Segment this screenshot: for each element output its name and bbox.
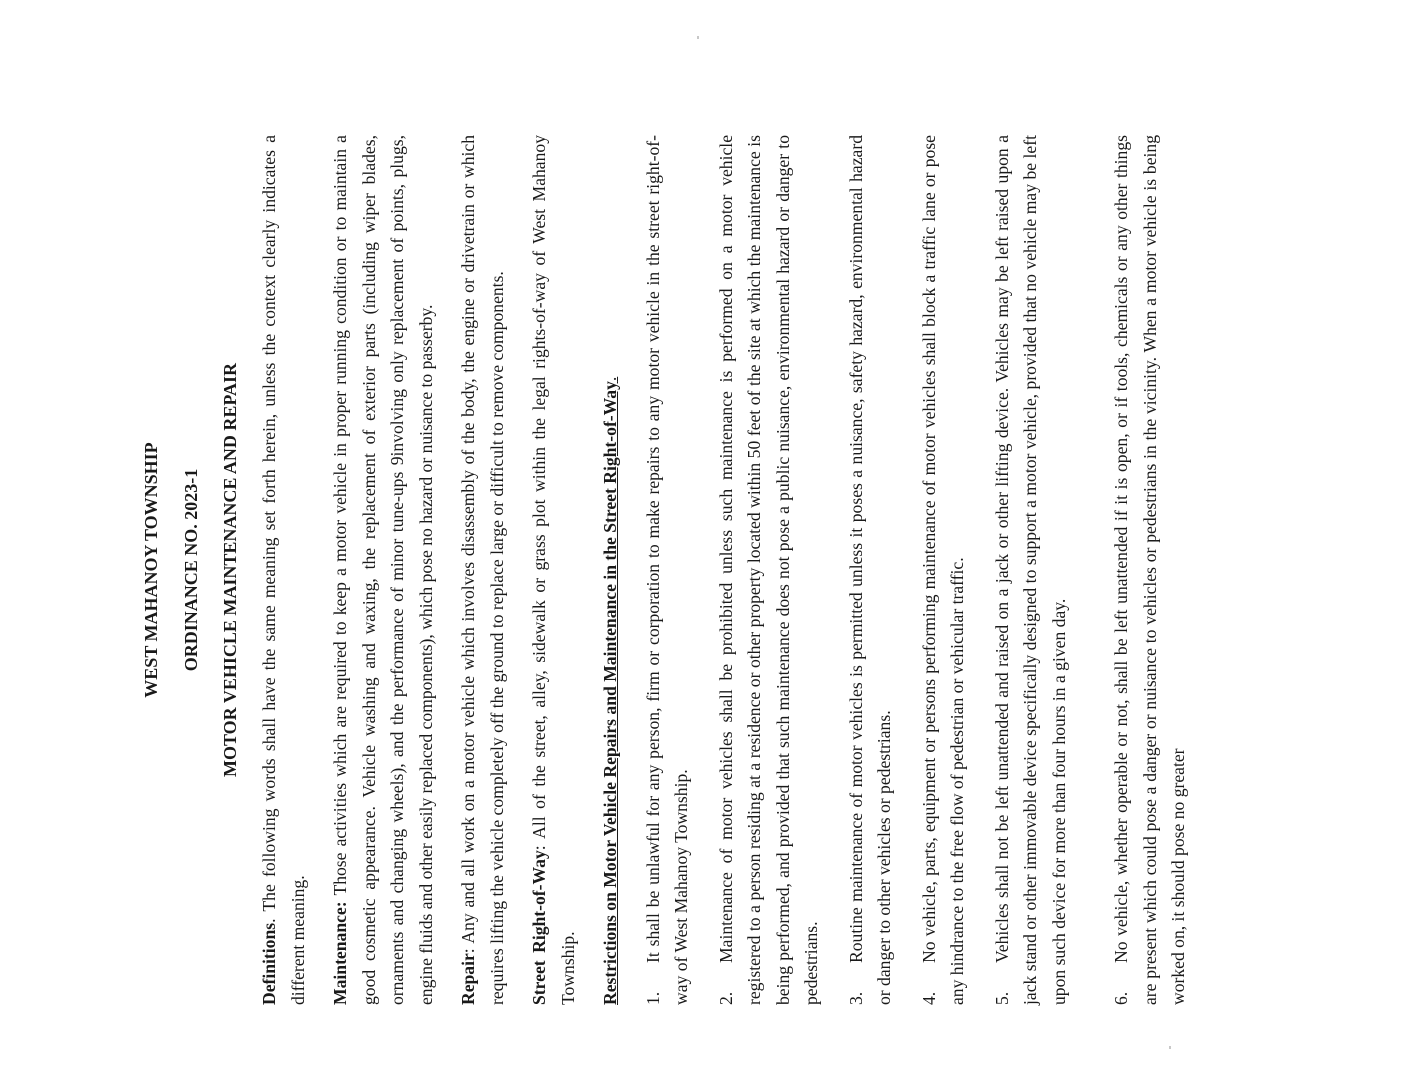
item-text: Maintenance of motor vehicles shall be prohibited unless such maintenance is performed on a motor vehicle registered to a person residing at a residence or other property located within 50 feet of the site at which the maintenance is being performed, and provided that such maintenance does not pose a public nuisance, environmental hazard or danger to pedestrians.	[715, 135, 821, 1005]
repair-definition	[454, 135, 511, 1005]
item-text: No vehicle, whether operable or not, shall be left unattended if it is open, or if tools, chemicals or any other things are present which could pose a danger or nuisance to vehicles or pedestrians in the vicinity. When a motor vehicle is being worked on, it should pose no greater	[1111, 135, 1188, 1005]
maintenance-text: Those activities which are required to keep a motor vehicle in proper running condition or to maintain a good cosmetic appearance. Vehicle washing and waxing, the replacement of exterior parts (including wiper blades, ornaments and changing wheels), and the performance of minor tune-ups 9involving only replacement of points, plugs, engine fluids and other easily replaced components), which pose no hazard or nuisance to passerby.	[330, 135, 436, 1005]
repair-term: Repair	[458, 953, 478, 1005]
street-right-of-way-text: : All of the street, alley, sidewalk or grass plot within the legal rights-of-way of West Mahanoy Township.	[529, 135, 578, 1005]
repair-text: : Any and all work on a motor vehicle which involves disassembly of the body, the engine or drivetrain or which requires lifting the vehicle completely off the ground to replace large or difficult to remove components.	[458, 135, 507, 1005]
restrictions-heading-period: .	[600, 376, 620, 382]
township-heading: WEST MAHANOY TOWNSHIP	[141, 442, 161, 698]
item-number: 1.	[642, 991, 663, 1005]
document-title: MOTOR VEHICLE MAINTENANCE AND REPAIR	[220, 362, 240, 778]
item-number: 5.	[991, 991, 1012, 1005]
street-right-of-way-term: Street Right-of-Way	[529, 850, 549, 1005]
item-number: 6.	[1111, 991, 1131, 1005]
restriction-item	[1107, 135, 1193, 1005]
restriction-item	[712, 135, 826, 1005]
definitions-text: . The following words shall have the same meaning set forth herein, unless the context clearly indicates a different meaning.	[259, 135, 308, 1005]
item-text: Vehicles shall not be left unattended and raised on a jack or other lifting device. Vehicles may be left raised upon a jack stand or other immovable device specifically designed to support a motor vehicle, provided that no vehicle may be left upon such device for more than four hours in a given day.	[991, 135, 1069, 1005]
definitions-paragraph	[255, 135, 312, 1005]
definitions-term: Definitions	[259, 922, 279, 1005]
restriction-item	[988, 135, 1074, 1005]
item-text: No vehicle, parts, equipment or persons performing maintenance of motor vehicles shall block a traffic lane or pose any hindrance to the free flow of pedestrian or vehicular traffic.	[918, 135, 967, 1005]
item-text: Routine maintenance of motor vehicles is permitted unless it poses a nuisance, safety hazard, environmental hazard or danger to other vehicles or pedestrians.	[845, 135, 894, 1005]
scan-speck	[1169, 1046, 1171, 1049]
maintenance-definition	[326, 135, 440, 1005]
item-number: 3.	[845, 991, 866, 1005]
scan-speck	[697, 36, 699, 39]
street-right-of-way-definition	[525, 135, 582, 1005]
maintenance-term: Maintenance:	[330, 901, 350, 1005]
restriction-item	[915, 135, 972, 1005]
item-text: It shall be unlawful for any person, firm or corporation to make repairs to any motor vehicle in the street right-of-way of West Mahanoy Township.	[642, 135, 691, 1005]
ordinance-number: ORDINANCE NO. 2023-1	[181, 468, 201, 672]
restriction-item	[842, 135, 899, 1005]
restriction-item	[639, 135, 696, 1005]
item-number: 2.	[715, 991, 736, 1005]
restrictions-heading	[596, 135, 625, 1005]
restrictions-heading-text: Restrictions on Motor Vehicle Repairs and Maintenance in the Street Right-of-Way	[600, 381, 620, 1005]
restrictions-list	[639, 135, 1193, 1005]
rotated-document	[140, 135, 1250, 1005]
document-body	[140, 135, 1193, 1005]
item-number: 4.	[918, 991, 939, 1005]
